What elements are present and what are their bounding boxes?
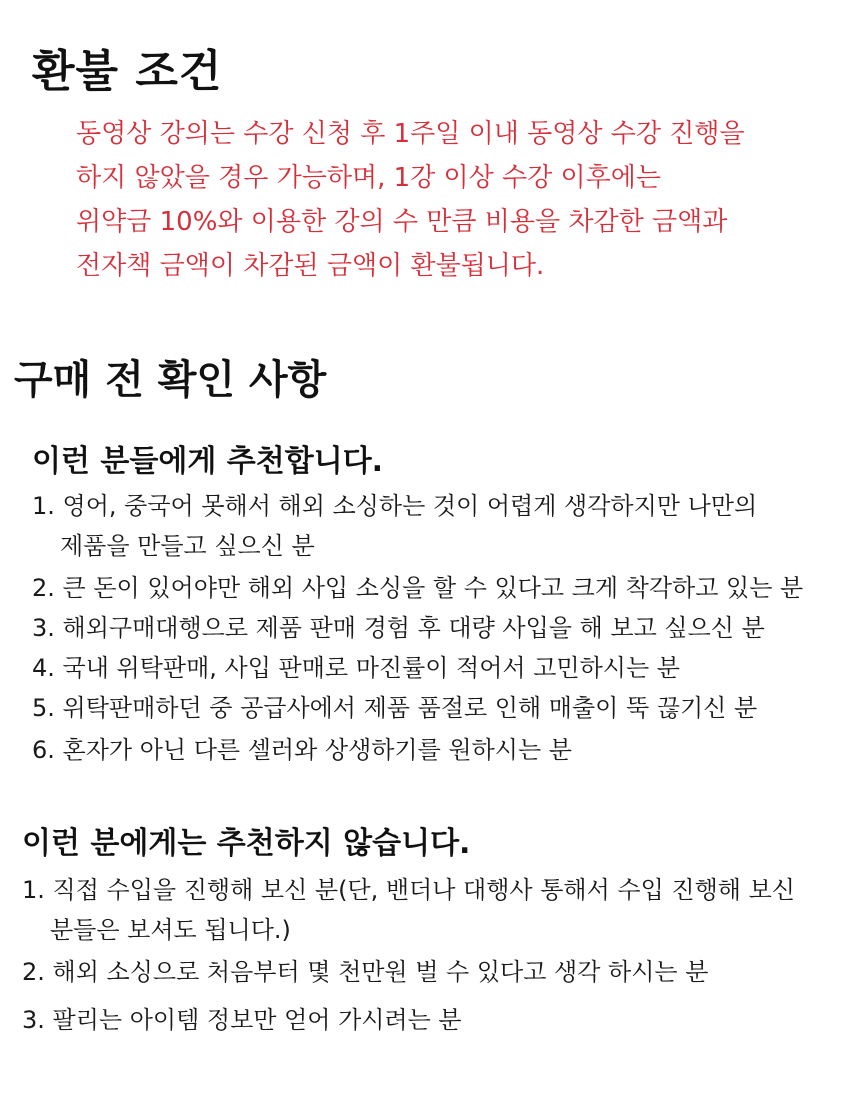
refund-line: 위약금 10%와 이용한 강의 수 만큼 비용을 차감한 금액과 bbox=[76, 207, 728, 237]
recommend-title: 이런 분들에게 추천합니다. bbox=[32, 444, 384, 479]
recommend-item: 3. 해외구매대행으로 제품 판매 경험 후 대량 사입을 해 보고 싶으신 분 bbox=[32, 614, 765, 642]
not-recommend-item: 2. 해외 소싱으로 처음부터 몇 천만원 벌 수 있다고 생각 하시는 분 bbox=[22, 958, 709, 986]
recommend-item: 4. 국내 위탁판매, 사입 판매로 마진률이 적어서 고민하시는 분 bbox=[32, 654, 680, 682]
not-recommend-title: 이런 분에게는 추천하지 않습니다. bbox=[22, 826, 471, 861]
recommend-item: 1. 영어, 중국어 못해서 해외 소싱하는 것이 어렵게 생각하지만 나만의 bbox=[32, 492, 758, 520]
purchase-check-title: 구매 전 확인 사항 bbox=[14, 357, 327, 403]
recommend-item: 6. 혼자가 아닌 다른 셀러와 상생하기를 원하시는 분 bbox=[32, 736, 572, 764]
recommend-item: 5. 위탁판매하던 중 공급사에서 제품 품절로 인해 매출이 뚝 끊기신 분 bbox=[32, 694, 758, 722]
refund-line: 동영상 강의는 수강 신청 후 1주일 이내 동영상 수강 진행을 bbox=[76, 119, 745, 149]
not-recommend-item: 1. 직접 수입을 진행해 보신 분(단, 밴더나 대행사 통해서 수입 진행해 보신 bbox=[22, 876, 795, 904]
refund-line: 전자책 금액이 차감된 금액이 환불됩니다. bbox=[76, 251, 545, 281]
recommend-item-continuation: 제품을 만들고 싶으신 분 bbox=[60, 532, 315, 560]
refund-line: 하지 않았을 경우 가능하며, 1강 이상 수강 이후에는 bbox=[76, 163, 661, 193]
refund-title: 환불 조건 bbox=[32, 46, 223, 97]
recommend-item: 2. 큰 돈이 있어야만 해외 사입 소싱을 할 수 있다고 크게 착각하고 있는 분 bbox=[32, 574, 804, 602]
not-recommend-item: 3. 팔리는 아이템 정보만 얻어 가시려는 분 bbox=[22, 1006, 462, 1034]
not-recommend-item-continuation: 분들은 보셔도 됩니다.) bbox=[50, 916, 291, 944]
